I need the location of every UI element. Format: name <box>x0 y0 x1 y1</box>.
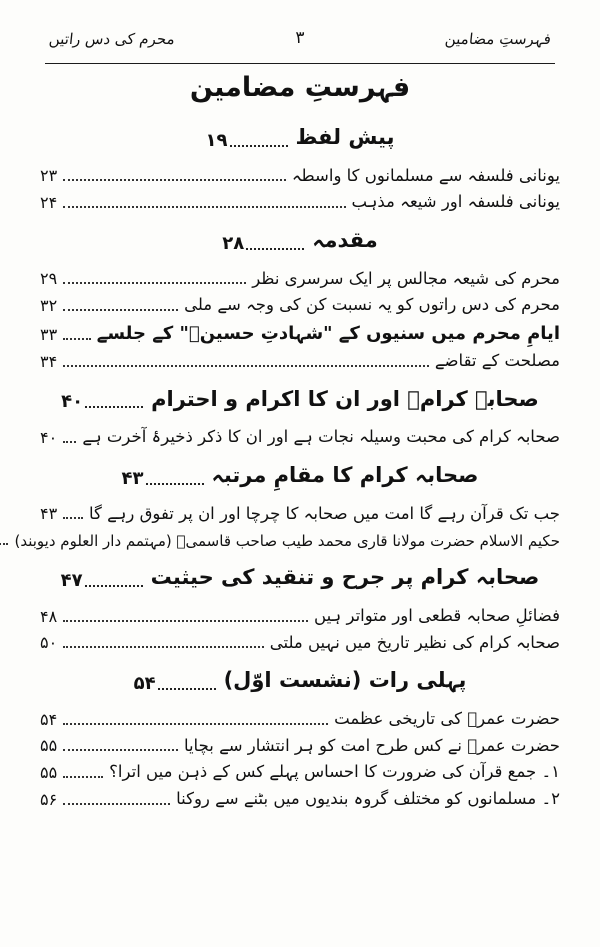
toc-entry-title: حضرت عمرؓ نے کس طرح امت کو ہر انتشار سے بچایا <box>183 735 560 755</box>
toc-entry-title: پہلی رات (نشست اوّل) <box>223 668 467 693</box>
toc-leader-dots <box>230 144 288 147</box>
toc-entry[interactable] <box>40 665 560 697</box>
toc-leader-dots <box>63 281 246 284</box>
toc-entry-title: یونانی فلسفہ سے مسلمانوں کا واسطہ <box>291 165 560 185</box>
toc-entry[interactable] <box>40 604 560 629</box>
toc-entry-page: ۴۸ <box>40 606 58 626</box>
toc-entry[interactable] <box>40 320 560 347</box>
toc-entry-page: ۲۹ <box>40 269 58 289</box>
toc-entry-page: ۵۰ <box>40 633 58 653</box>
toc-entry-title: مصلحت کے تقاضے <box>434 351 560 370</box>
toc-entry-title: صحابہ کرام کی محبت وسیلہ نجات ہے اور ان کا ذکر ذخیرۂ آخرت ہے <box>82 427 560 447</box>
page-title: فہرستِ مضامین <box>189 72 411 103</box>
toc-entry-page: ۲۸ <box>222 232 245 254</box>
toc-leader-dots <box>63 802 170 805</box>
toc-entry-title: ۲۔ مسلمانوں کو مختلف گروہ بندیوں میں بٹنے سے روکنا <box>176 789 560 808</box>
header-left-text: محرم کی دس راتیں <box>48 30 176 48</box>
toc-entry-page: ۵۵ <box>40 736 58 756</box>
header-right-text: فہرستِ مضامین <box>444 30 552 48</box>
toc-entry-page: ۲۳ <box>40 166 58 186</box>
toc-entry[interactable] <box>40 502 560 527</box>
toc-entry-title: صحابہ کرام پر جرح و تنقید کی حیثیت <box>150 565 540 590</box>
toc-entry-title: مقدمہ <box>312 228 378 252</box>
toc-entry-page: ۵۴ <box>133 672 156 694</box>
toc-leader-dots <box>63 645 264 648</box>
toc-leader-dots <box>63 619 308 622</box>
toc-entry-title: فضائلِ صحابہ قطعی اور متواتر ہیں <box>314 605 560 625</box>
toc-entry[interactable] <box>40 293 560 318</box>
toc-entry-page: ۴۷ <box>60 569 83 591</box>
toc-leader-dots <box>63 516 83 519</box>
toc-entry-title: جب تک قرآن رہے گا امت میں صحابہ کا چرچا اور ان پر تفوق رہے گا <box>88 503 560 523</box>
toc-entry[interactable] <box>40 122 560 154</box>
toc-leader-dots <box>85 405 143 408</box>
toc-entry[interactable] <box>40 425 560 450</box>
toc-entry-title: حکیم الاسلام حضرت مولانا قاری محمد طیب صاحب قاسمیؒ (مہتمم دار العلوم دیوبند) <box>14 531 560 550</box>
toc-leader-dots <box>63 178 286 181</box>
toc-entry-title: یونانی فلسفہ اور شیعہ مذہب <box>351 192 560 212</box>
toc-leader-dots <box>63 775 103 778</box>
toc-leader-dots <box>63 748 178 751</box>
toc-entry[interactable] <box>14 528 560 552</box>
toc-entry-title: صحابہ کرامؓ اور ان کا اکرام و احترام <box>151 386 539 411</box>
toc-entry-title: ایامِ محرم میں سنیوں کے "شہادتِ حسینؓ" کے جلسے <box>96 323 560 344</box>
toc-entry-title: پیش لفظ <box>295 125 395 149</box>
toc-entry-page: ۳۴ <box>40 351 58 371</box>
toc-leader-dots <box>158 687 216 690</box>
toc-entry-title: حضرت عمرؓ کی تاریخی عظمت <box>334 708 560 728</box>
toc-entry-page: ۵۵ <box>40 763 58 782</box>
toc-entry[interactable] <box>40 631 560 656</box>
toc-entry-page: ۲۴ <box>40 193 58 212</box>
toc-entry[interactable] <box>40 164 560 189</box>
toc-entry-page: ۳۲ <box>40 296 58 315</box>
toc-leader-dots <box>63 440 76 443</box>
toc-entry[interactable] <box>40 760 560 785</box>
toc-entry-page: ۴۰ <box>40 428 58 447</box>
toc-entry[interactable] <box>40 707 560 732</box>
toc-leader-dots <box>246 247 304 250</box>
toc-leader-dots <box>63 364 429 367</box>
toc-leader-dots <box>63 722 328 725</box>
toc-entry-page: ۵۴ <box>40 709 58 729</box>
toc-leader-dots <box>0 542 8 545</box>
toc-entry-page: ۱۹ <box>205 129 228 151</box>
toc-leader-dots <box>63 337 91 340</box>
toc-entry-page: ۴۰ <box>61 391 84 413</box>
toc-entry-page: ۳۳ <box>40 325 58 344</box>
toc-entry[interactable] <box>40 562 560 594</box>
toc-entry-title: محرم کی دس راتوں کو یہ نسبت کن کی وجہ سے ملی <box>184 295 560 315</box>
toc-entry[interactable] <box>40 734 560 759</box>
header-divider <box>45 63 555 64</box>
toc-entry[interactable] <box>40 460 560 492</box>
toc-entry[interactable] <box>40 384 560 416</box>
table-of-contents <box>14 112 560 814</box>
toc-entry-page: ۴۳ <box>40 504 58 524</box>
toc-entry[interactable] <box>40 349 560 374</box>
toc-entry[interactable] <box>40 190 560 215</box>
toc-entry-page: ۵۶ <box>40 789 58 809</box>
toc-entry[interactable] <box>40 225 560 257</box>
page-number: ۳ <box>295 28 305 48</box>
toc-entry-title: ۱۔ جمع قرآن کی ضرورت کا احساس پہلے کس کے ذہن میں اترا؟ <box>109 762 560 782</box>
toc-entry[interactable] <box>40 267 560 292</box>
toc-entry-title: صحابہ کرام کی نظیر تاریخ میں نہیں ملتی <box>269 632 560 652</box>
toc-leader-dots <box>63 205 345 208</box>
toc-leader-dots <box>63 308 178 311</box>
toc-leader-dots <box>85 584 143 587</box>
running-header <box>45 30 555 64</box>
toc-entry-title: محرم کی شیعہ مجالس پر ایک سرسری نظر <box>252 268 560 288</box>
toc-entry[interactable] <box>40 787 560 812</box>
toc-entry-title: صحابہ کرام کا مقامِ مرتبہ <box>211 463 479 487</box>
toc-leader-dots <box>146 482 204 485</box>
toc-entry-page: ۴۳ <box>121 467 144 489</box>
